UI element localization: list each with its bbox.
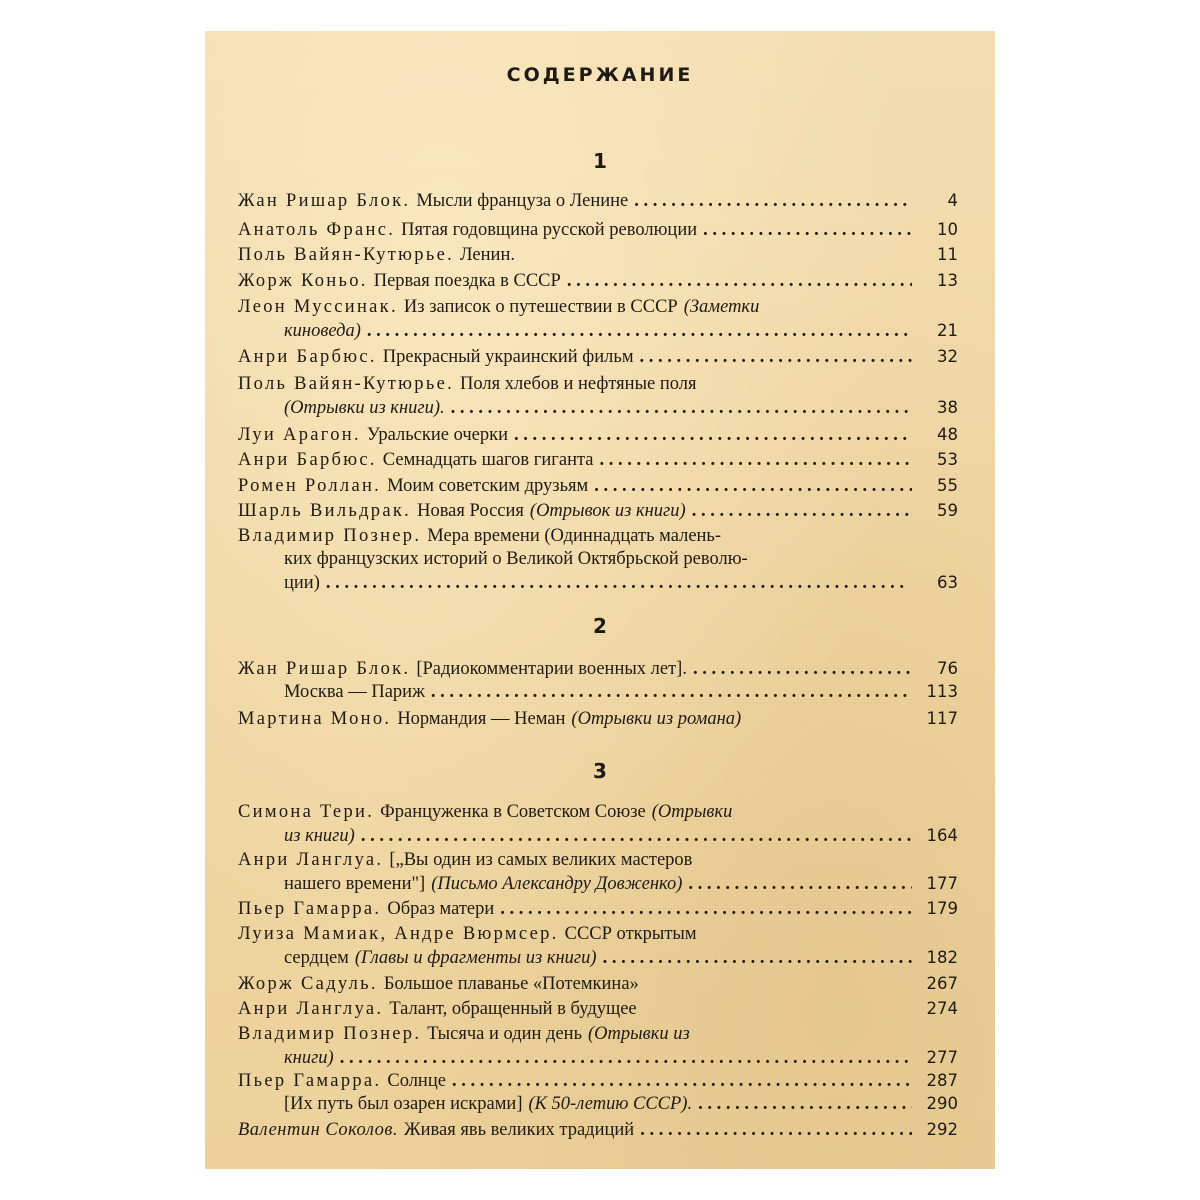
- entry-author: Луи Арагон.: [238, 425, 361, 445]
- entry-page: 164: [926, 826, 958, 845]
- entry-title: Уральские очерки: [366, 425, 509, 445]
- entry-author: Жорж Коньо.: [238, 271, 368, 291]
- entry-page: 11: [937, 245, 958, 264]
- entry-author: Анри Барбюс.: [238, 450, 377, 470]
- toc-entry: [238, 707, 958, 730]
- entry-page: 21: [937, 321, 958, 340]
- toc-entry: [238, 269, 958, 292]
- toc-entry: [238, 849, 958, 895]
- entry-author: Владимир Познер.: [238, 526, 422, 546]
- entry-author: Мартина Моно.: [238, 709, 392, 729]
- entry-title: Прекрасный украинский фильм: [382, 347, 634, 367]
- entry-author: Анри Ланглуа.: [238, 850, 384, 870]
- entry-title: Образ матери: [387, 899, 495, 919]
- dot-leader: [567, 270, 912, 293]
- entry-title: [Их путь был озарен искрами]: [284, 1094, 523, 1114]
- entry-page: 179: [926, 899, 958, 918]
- entry-title-cont: ции): [284, 573, 320, 593]
- toc-entry: [238, 897, 958, 920]
- entry-note: (Заметки: [683, 297, 760, 317]
- entry-note: (Отрывок из книги): [529, 501, 686, 521]
- dot-leader: [600, 449, 913, 472]
- entry-page: 48: [937, 425, 958, 444]
- toc-entry: [238, 525, 958, 594]
- dot-leader: [634, 190, 912, 213]
- entry-page: 32: [937, 347, 958, 366]
- entry-title: Мысли француза о Ленине: [416, 191, 629, 211]
- entry-title: [„Вы один из самых великих мастеров: [389, 850, 693, 870]
- dot-leader: [693, 658, 912, 681]
- entry-page: 76: [937, 659, 958, 678]
- entry-title: Моим советским друзьям: [387, 476, 589, 496]
- entry-page: 63: [937, 573, 958, 592]
- toc-entry: [238, 218, 958, 241]
- dot-leader: [367, 320, 912, 343]
- entry-page: 113: [926, 682, 958, 701]
- entry-title-cont: ких французских историй о Великой Октябрьской револю-: [284, 549, 748, 569]
- entry-note: (Главы и фрагменты из книги): [354, 948, 597, 968]
- toc-entry: [238, 423, 958, 446]
- entry-title-cont: нашего времени"]: [284, 874, 426, 894]
- dot-leader: [703, 219, 912, 242]
- dot-leader: [640, 1119, 912, 1142]
- toc-entry: [238, 923, 958, 969]
- entry-author: Анатоль Франс.: [238, 220, 396, 240]
- toc-entry: [238, 243, 958, 266]
- dot-leader: [603, 947, 912, 970]
- dot-leader: [500, 898, 912, 921]
- dot-leader: [431, 681, 912, 704]
- toc-entry: [238, 997, 958, 1020]
- dot-leader: [452, 1070, 912, 1093]
- toc-entry: [238, 1069, 958, 1115]
- entry-note: (Письмо Александру Довженко): [431, 874, 683, 894]
- entry-page: 10: [937, 220, 958, 239]
- toc-entry: [238, 972, 958, 995]
- entry-title: Большое плаванье «Потемкина»: [383, 974, 639, 994]
- entry-note: из книги): [284, 826, 355, 846]
- toc-entry: [238, 189, 958, 212]
- entry-title: Москва — Париж: [284, 682, 425, 702]
- entry-title: [Радиокомментарии военных лет].: [416, 659, 687, 679]
- entry-title: Первая поездка в СССР: [373, 271, 561, 291]
- entry-title-cont: сердцем: [284, 948, 349, 968]
- entry-note: (Отрывки из романа): [571, 709, 742, 729]
- dot-leader: [692, 500, 912, 523]
- toc-entry: [238, 499, 958, 522]
- page-title: СОДЕРЖАНИЕ: [506, 64, 694, 86]
- entry-title: Француженка в Советском Союзе: [380, 802, 646, 822]
- entry-page: 290: [926, 1094, 958, 1113]
- entry-title: Нормандия — Неман: [397, 709, 566, 729]
- entry-note: книги): [284, 1048, 334, 1068]
- entry-title: Мера времени (Одиннадцать малень-: [427, 526, 722, 546]
- toc-entry: [238, 474, 958, 497]
- entry-author: Поль Вайян-Кутюрье.: [238, 374, 455, 394]
- toc-entry: [238, 296, 958, 342]
- dot-leader: [451, 397, 912, 420]
- toc-entry: [238, 801, 958, 847]
- entry-title: Из записок о путешествии в СССР: [403, 297, 678, 317]
- entry-author: Леон Муссинак.: [238, 297, 398, 317]
- entry-author: Жорж Садуль.: [238, 974, 378, 994]
- entry-title: Новая Россия: [417, 501, 524, 521]
- entry-author: Жан Ришар Блок.: [238, 191, 411, 211]
- dot-leader: [340, 1047, 912, 1070]
- entry-page: 274: [926, 999, 958, 1018]
- book-page: [205, 31, 995, 1169]
- entry-note: киноведа): [284, 321, 361, 341]
- entry-page: 177: [926, 874, 958, 893]
- entry-title: Ленин.: [460, 245, 515, 265]
- entry-page: 55: [937, 476, 958, 495]
- entry-title: Талант, обращенный в будущее: [389, 999, 637, 1019]
- entry-author: Луиза Мамиак, Андре Вюрмсер.: [238, 924, 559, 944]
- entry-page: 59: [937, 501, 958, 520]
- entry-title: Семнадцать шагов гиганта: [382, 450, 594, 470]
- entry-title: Тысяча и один день: [427, 1024, 583, 1044]
- entry-author: Анри Барбюс.: [238, 347, 377, 367]
- toc-entry: [238, 373, 958, 419]
- entry-page: 277: [926, 1048, 958, 1067]
- toc-entry: [238, 345, 958, 368]
- entry-author: Симона Тери.: [238, 802, 375, 822]
- toc-entry-afterword: [238, 1118, 958, 1141]
- entry-author: Пьер Гамарра.: [238, 899, 382, 919]
- dot-leader: [698, 1093, 912, 1116]
- entry-note: (Отрывки из: [588, 1024, 690, 1044]
- entry-title: Солнце: [387, 1071, 446, 1091]
- entry-author: Пьер Гамарра.: [238, 1071, 382, 1091]
- dot-leader: [640, 346, 912, 369]
- entry-page: 292: [926, 1120, 958, 1139]
- entry-author: Анри Ланглуа.: [238, 999, 384, 1019]
- entry-note: (К 50-летию СССР).: [528, 1094, 693, 1114]
- dot-leader: [594, 475, 912, 498]
- entry-author: Владимир Познер.: [238, 1024, 422, 1044]
- entry-author: Поль Вайян-Кутюрье.: [238, 245, 455, 265]
- toc-entry: [238, 448, 958, 471]
- entry-page: 53: [937, 450, 958, 469]
- dot-leader: [688, 873, 912, 896]
- entry-page: 287: [926, 1071, 958, 1090]
- entry-page: 117: [926, 709, 958, 728]
- section-number-2: 2: [593, 614, 607, 638]
- toc-entry: [238, 1023, 958, 1069]
- entry-page: 4: [947, 191, 958, 210]
- entry-note: (Отрывки из книги).: [284, 398, 445, 418]
- entry-page: 182: [926, 948, 958, 967]
- toc-entry: [238, 657, 958, 703]
- entry-note: (Отрывки: [651, 802, 733, 822]
- section-number-1: 1: [593, 149, 607, 173]
- entry-author: Жан Ришар Блок.: [238, 659, 411, 679]
- dot-leader: [326, 572, 912, 595]
- entry-page: 267: [926, 974, 958, 993]
- entry-title: Поля хлебов и нефтяные поля: [460, 374, 697, 394]
- entry-author: Шарль Вильдрак.: [238, 501, 412, 521]
- entry-author: Ромен Роллан.: [238, 476, 382, 496]
- entry-page: 13: [937, 271, 958, 290]
- dot-leader: [361, 825, 912, 848]
- section-number-3: 3: [593, 759, 607, 783]
- entry-author: Валентин Соколов.: [238, 1120, 399, 1140]
- entry-title: Живая явь великих традиций: [404, 1120, 635, 1140]
- entry-title: Пятая годовщина русской революции: [401, 220, 698, 240]
- entry-title: СССР открытым: [564, 924, 697, 944]
- dot-leader: [514, 424, 912, 447]
- entry-page: 38: [937, 398, 958, 417]
